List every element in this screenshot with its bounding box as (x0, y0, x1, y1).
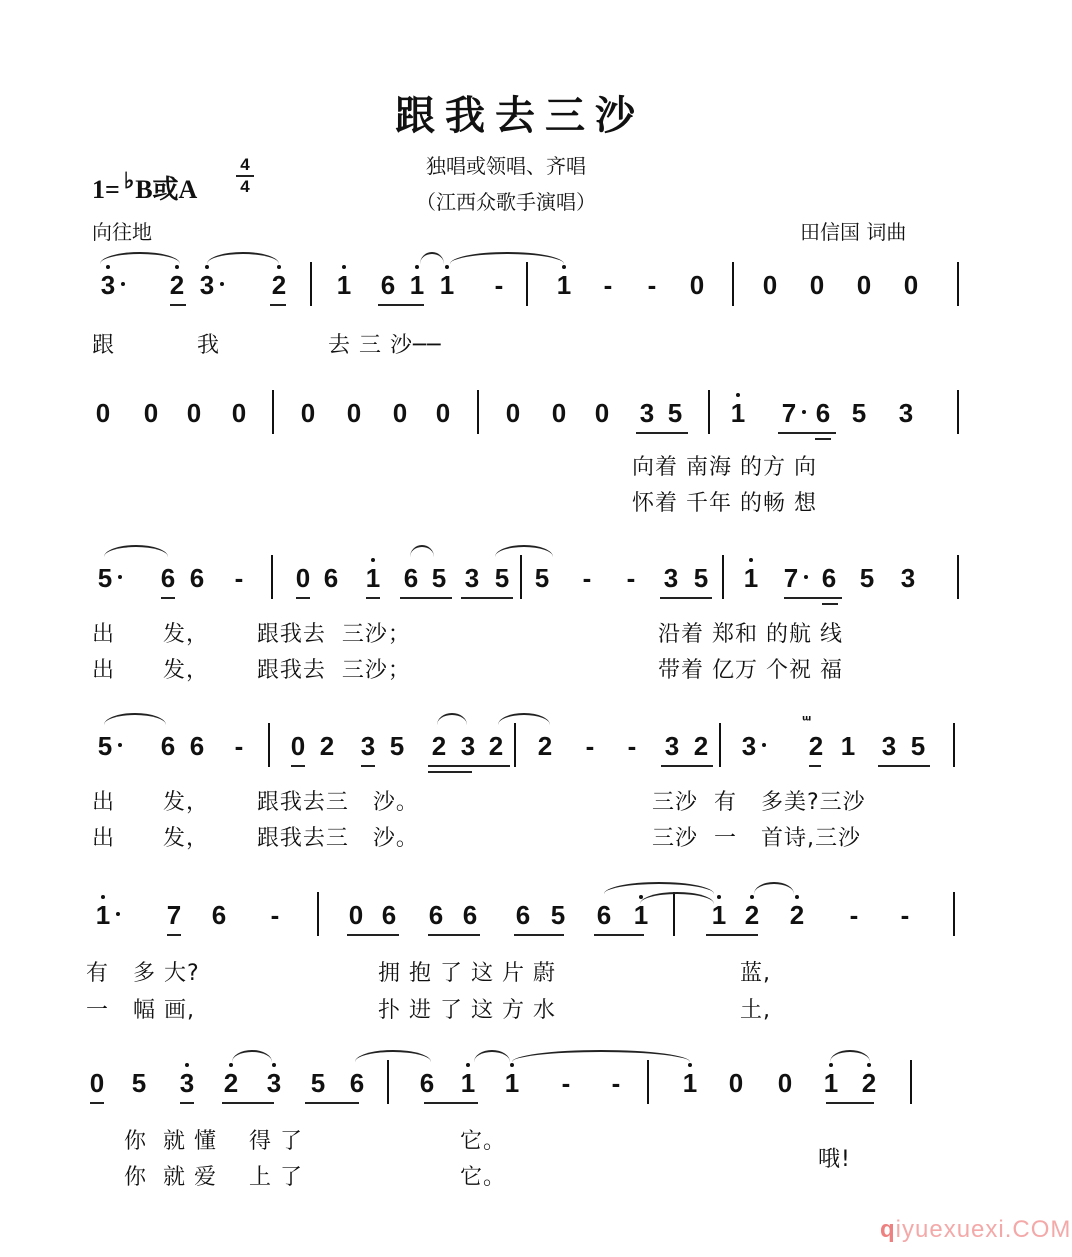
lyric-text: 出 发， 跟我去 三沙； (92, 658, 411, 683)
note: 5 (910, 731, 926, 761)
barline (719, 723, 721, 767)
octave-dot-icon (277, 265, 281, 269)
rest-note: 0 (762, 270, 778, 300)
note: 5 (494, 563, 510, 593)
note: 6 (381, 900, 397, 930)
lyric-text: 三沙 有 多美?三沙 (652, 790, 866, 815)
note: 5 (389, 731, 405, 761)
augmentation-dot-icon (220, 282, 224, 286)
key-signature (92, 168, 197, 206)
rest-note: 0 (551, 398, 567, 428)
lyric-text: 它。 (460, 1129, 507, 1154)
rest-note: 0 (348, 900, 364, 930)
beam-underline (366, 597, 380, 599)
note: 1 (708, 900, 730, 930)
note: 5 (310, 1068, 326, 1098)
barline (957, 390, 959, 434)
beam-underline (809, 765, 821, 767)
slur-tie (830, 1050, 870, 1062)
dash-extension: - (849, 900, 859, 930)
barline (647, 1060, 649, 1104)
note: 5 (859, 563, 875, 593)
beam-underline (878, 765, 930, 767)
slur-tie (104, 713, 166, 725)
octave-dot-icon (717, 895, 721, 899)
song-title: 跟我去三沙 (395, 92, 645, 139)
rest-note: 0 (594, 398, 610, 428)
note: 1 (740, 563, 762, 593)
rest-note: 0 (505, 398, 521, 428)
note: 6 (515, 900, 531, 930)
barline (953, 723, 955, 767)
lyric-text: 怀着 千年 的畅 想 (632, 491, 817, 516)
slur-tie (604, 882, 714, 894)
dash-extension: - (494, 270, 504, 300)
note: 3 (663, 563, 679, 593)
lyric-text: 蓝, (740, 961, 771, 986)
note: 1 (820, 1068, 842, 1098)
watermark (880, 1216, 1071, 1244)
octave-dot-icon (342, 265, 346, 269)
barline (957, 555, 959, 599)
beam-underline (424, 1102, 478, 1104)
augmentation-dot-icon (121, 282, 125, 286)
rest-note: 0 (809, 270, 825, 300)
barline (910, 1060, 912, 1104)
lyric-text: 土, (740, 998, 771, 1023)
note: 6 (462, 900, 478, 930)
barline (520, 555, 522, 599)
slur-tie (498, 713, 550, 725)
lyric-text: 你 就 爱 上 了 (124, 1165, 303, 1190)
lyric-text: 带着 亿万 个祝 福 (658, 658, 843, 683)
dash-extension: - (582, 563, 592, 593)
composer-credit: 田信国 词曲 (800, 220, 907, 244)
octave-dot-icon (795, 895, 799, 899)
note: 3 (738, 731, 760, 761)
rest-note: 0 (903, 270, 919, 300)
beam-underline (815, 438, 831, 440)
beam-underline (594, 934, 644, 936)
note: 2 (166, 270, 188, 300)
octave-dot-icon (371, 558, 375, 562)
rest-note: 0 (856, 270, 872, 300)
octave-dot-icon (415, 265, 419, 269)
barline (310, 262, 312, 306)
note: 6 (403, 563, 419, 593)
note: 2 (319, 731, 335, 761)
beam-underline (161, 597, 175, 599)
performance-type: 独唱或领唱、齐唱 (426, 154, 586, 178)
note: 6 (380, 270, 396, 300)
augmentation-dot-icon (116, 912, 120, 916)
key-rest: B或A (135, 175, 198, 204)
rest-note: 0 (392, 398, 408, 428)
note: 6 (821, 563, 837, 593)
time-top: 4 (240, 155, 250, 174)
note: 3 (460, 731, 476, 761)
beam-underline (270, 304, 286, 306)
rest-note: 0 (295, 563, 311, 593)
beam-underline (90, 1102, 104, 1104)
rest-note: 0 (95, 398, 111, 428)
note: 5 (550, 900, 566, 930)
note: 2 (808, 731, 824, 761)
beam-underline (180, 1102, 194, 1104)
barline (271, 555, 273, 599)
barline (477, 390, 479, 434)
beam-underline (822, 603, 838, 605)
beam-underline (291, 765, 305, 767)
trill-icon: ᵚ (802, 713, 812, 729)
augmentation-dot-icon (118, 743, 122, 747)
beam-underline (428, 934, 480, 936)
dash-extension: - (647, 270, 657, 300)
note: 2 (858, 1068, 880, 1098)
beam-underline (400, 597, 452, 599)
beam-underline (170, 304, 186, 306)
note: 6 (211, 900, 227, 930)
dash-extension: - (626, 563, 636, 593)
barline (953, 892, 955, 936)
octave-dot-icon (466, 1063, 470, 1067)
lyric-text: 它。 (460, 1165, 507, 1190)
rest-note: 0 (728, 1068, 744, 1098)
beam-underline (706, 934, 758, 936)
lyric-text: 有 多 大? (86, 961, 200, 986)
barline (708, 390, 710, 434)
lyric-text: 出 发， 跟我去三 沙。 (92, 826, 419, 851)
slur-tie (410, 545, 434, 557)
slur-tie (207, 252, 279, 264)
slur-tie (355, 1050, 431, 1062)
flat-icon: ♭ (123, 168, 135, 193)
beam-underline (461, 597, 513, 599)
beam-underline (778, 432, 836, 434)
lyric-text: 你 就 懂 得 了 (124, 1129, 303, 1154)
octave-dot-icon (562, 265, 566, 269)
note: 1 (436, 270, 458, 300)
barline (387, 1060, 389, 1104)
rest-note: 0 (231, 398, 247, 428)
rest-note: 0 (300, 398, 316, 428)
rest-note: 0 (689, 270, 705, 300)
beam-underline (222, 1102, 274, 1104)
note: 2 (537, 731, 553, 761)
octave-dot-icon (101, 895, 105, 899)
dash-extension: - (234, 563, 244, 593)
rest-note: 0 (346, 398, 362, 428)
slur-tie (232, 1050, 272, 1062)
dash-extension: - (270, 900, 280, 930)
note: 6 (349, 1068, 365, 1098)
note: 2 (220, 1068, 242, 1098)
lyric-text: 跟 (92, 333, 116, 358)
note: 1 (630, 900, 652, 930)
octave-dot-icon (510, 1063, 514, 1067)
barline (732, 262, 734, 306)
lyric-text: 拥 抱 了 这 片 蔚 (378, 961, 556, 986)
slur-tie (450, 252, 564, 264)
note: 1 (457, 1068, 479, 1098)
dash-extension: - (603, 270, 613, 300)
rest-note: 0 (290, 731, 306, 761)
octave-dot-icon (272, 1063, 276, 1067)
dash-extension: - (561, 1068, 571, 1098)
note: 1 (553, 270, 575, 300)
note: 2 (268, 270, 290, 300)
time-signature (236, 156, 254, 196)
slur-tie (437, 713, 467, 725)
note: 3 (360, 731, 376, 761)
slur-tie (100, 252, 180, 264)
lyric-text: 出 发， 跟我去三 沙。 (92, 790, 419, 815)
beam-underline (826, 1102, 874, 1104)
note: 5 (94, 731, 116, 761)
note: 5 (94, 563, 116, 593)
octave-dot-icon (867, 1063, 871, 1067)
note: 2 (693, 731, 709, 761)
note: 5 (667, 398, 683, 428)
barline (514, 723, 516, 767)
time-bottom: 4 (240, 177, 250, 196)
octave-dot-icon (749, 558, 753, 562)
note: 3 (97, 270, 119, 300)
note: 6 (189, 731, 205, 761)
note: 6 (815, 398, 831, 428)
note: 7 (166, 900, 182, 930)
beam-underline (305, 1102, 359, 1104)
note: 3 (196, 270, 218, 300)
slur-tie (512, 1050, 690, 1062)
slur-tie (495, 545, 553, 557)
note: 7 (780, 563, 802, 593)
augmentation-dot-icon (804, 575, 808, 579)
octave-dot-icon (175, 265, 179, 269)
note: 3 (898, 398, 914, 428)
note: 6 (323, 563, 339, 593)
lyric-text: 沿着 郑和 的航 线 (658, 622, 843, 647)
note: 2 (431, 731, 447, 761)
note: 6 (160, 563, 176, 593)
octave-dot-icon (106, 265, 110, 269)
note: 1 (840, 731, 856, 761)
octave-dot-icon (205, 265, 209, 269)
note: 6 (428, 900, 444, 930)
note: 5 (851, 398, 867, 428)
note: 1 (501, 1068, 523, 1098)
dash-extension: - (585, 731, 595, 761)
beam-underline (296, 597, 310, 599)
note: 5 (131, 1068, 147, 1098)
note: 1 (679, 1068, 701, 1098)
barline (317, 892, 319, 936)
slur-tie (420, 252, 444, 264)
lyric-text: 去 三 沙── (328, 333, 442, 358)
rest-note: 0 (186, 398, 202, 428)
note: 2 (741, 900, 763, 930)
note: 3 (881, 731, 897, 761)
lyric-text: 哦! (818, 1147, 851, 1172)
note: 3 (664, 731, 680, 761)
beam-underline (514, 934, 564, 936)
lyric-text: 我 (197, 333, 221, 358)
note: 5 (431, 563, 447, 593)
beam-underline (347, 934, 399, 936)
rest-note: 0 (89, 1068, 105, 1098)
note: 2 (786, 900, 808, 930)
beam-underline (428, 765, 510, 767)
slur-tie (474, 1050, 510, 1062)
note: 7 (778, 398, 800, 428)
note: 5 (534, 563, 550, 593)
dash-extension: - (900, 900, 910, 930)
note: 6 (189, 563, 205, 593)
slur-tie (754, 882, 794, 894)
lyric-text: 出 发， 跟我去 三沙； (92, 622, 411, 647)
dash-extension: - (611, 1068, 621, 1098)
note: 1 (362, 563, 384, 593)
octave-dot-icon (445, 265, 449, 269)
beam-underline (428, 771, 472, 773)
watermark-logo: q (880, 1216, 896, 1243)
lyric-text: 一 幅 画, (86, 998, 195, 1023)
note: 3 (639, 398, 655, 428)
note: 3 (464, 563, 480, 593)
augmentation-dot-icon (802, 410, 806, 414)
barline (957, 262, 959, 306)
dash-extension: - (234, 731, 244, 761)
lyric-text: 扑 进 了 这 方 水 (378, 998, 556, 1023)
note: 6 (596, 900, 612, 930)
note: 3 (900, 563, 916, 593)
beam-underline (378, 304, 424, 306)
lyric-text: 向着 南海 的方 向 (632, 455, 817, 480)
note: 6 (160, 731, 176, 761)
note: 6 (419, 1068, 435, 1098)
dash-extension: - (627, 731, 637, 761)
octave-dot-icon (185, 1063, 189, 1067)
tempo-marking: 向往地 (92, 220, 152, 244)
note: 1 (406, 270, 428, 300)
beam-underline (636, 432, 688, 434)
barline (722, 555, 724, 599)
note: 1 (727, 398, 749, 428)
performer-note: （江西众歌手演唱） (416, 190, 596, 214)
beam-underline (361, 765, 375, 767)
rest-note: 0 (435, 398, 451, 428)
note: 5 (693, 563, 709, 593)
lyric-text: 三沙 一 首诗,三沙 (652, 826, 861, 851)
beam-underline (167, 934, 181, 936)
note: 2 (488, 731, 504, 761)
octave-dot-icon (688, 1063, 692, 1067)
barline (268, 723, 270, 767)
augmentation-dot-icon (762, 743, 766, 747)
barline (272, 390, 274, 434)
octave-dot-icon (736, 393, 740, 397)
beam-underline (784, 597, 842, 599)
beam-underline (661, 765, 713, 767)
note: 3 (176, 1068, 198, 1098)
rest-note: 0 (777, 1068, 793, 1098)
note: 3 (263, 1068, 285, 1098)
note: 1 (333, 270, 355, 300)
octave-dot-icon (829, 1063, 833, 1067)
rest-note: 0 (143, 398, 159, 428)
octave-dot-icon (750, 895, 754, 899)
beam-underline (660, 597, 712, 599)
augmentation-dot-icon (118, 575, 122, 579)
note: 1 (92, 900, 114, 930)
slur-tie (104, 545, 168, 557)
watermark-text: iyuexuexi.COM (895, 1216, 1072, 1243)
key-prefix: 1= (92, 175, 120, 204)
barline (526, 262, 528, 306)
octave-dot-icon (229, 1063, 233, 1067)
